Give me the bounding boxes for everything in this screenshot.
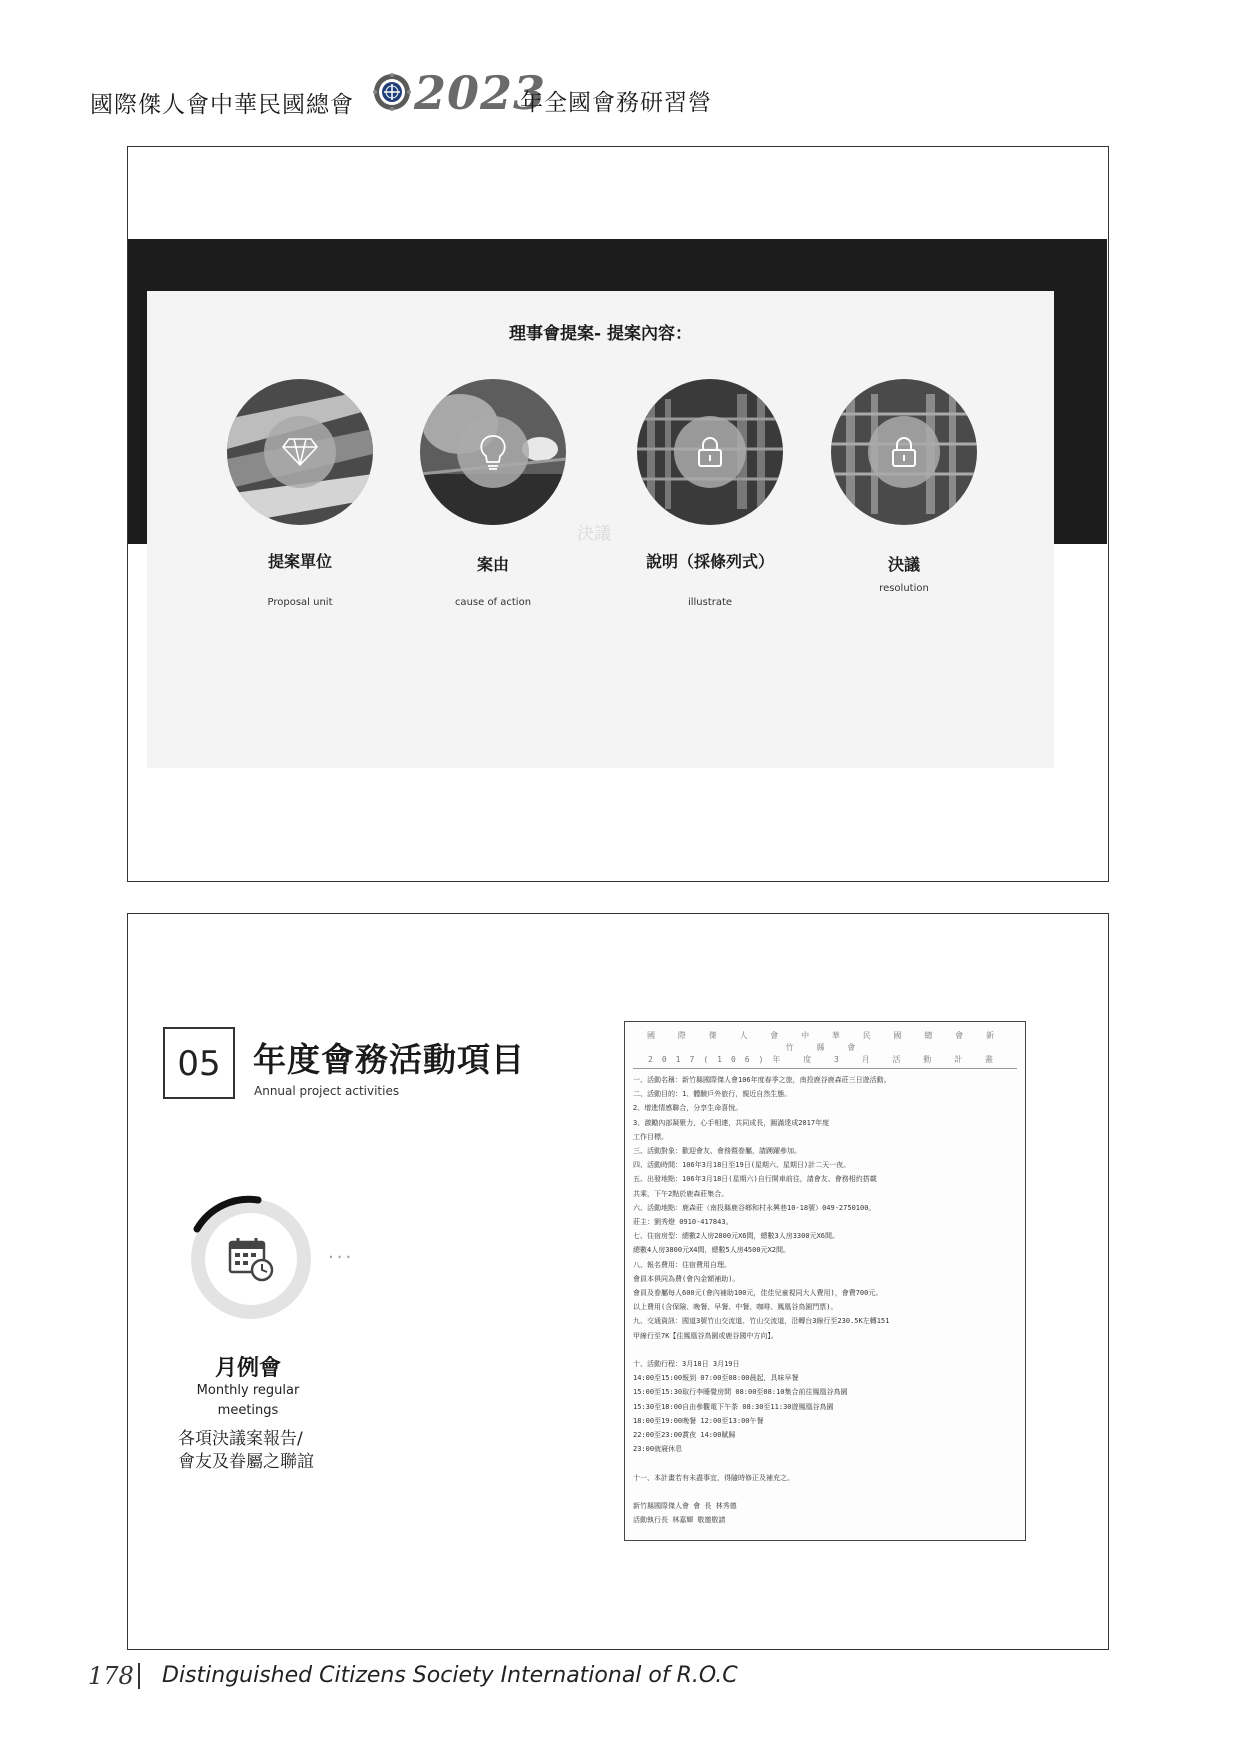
- document-line: 工作目標。: [633, 1132, 668, 1141]
- section-subtitle: Annual project activities: [254, 1084, 400, 1098]
- document-line: 莊主：劉秀燈 0910-417843。: [633, 1218, 733, 1227]
- document-line: 3、激勵內部凝聚力，心手相連，共同成長，圓滿達成2017年度: [633, 1118, 830, 1127]
- document-body: [633, 1073, 1017, 1528]
- document-line: 七、住宿房型：總數2人房2800元X6間，總數3人房3300元X6間。: [633, 1232, 840, 1241]
- document-line: 九、交通資訊：國道3號竹山交流道、竹山交流道，沿轉台3線行至230.5K左轉151: [633, 1317, 890, 1326]
- section-title: 年度會務活動項目: [253, 1040, 525, 1079]
- document-line: 四、活動時間：106年3月18日至19日(星期六、星期日)計二天一夜。: [633, 1161, 851, 1170]
- document-line: 三、活動對象：歡迎會友、會務暨眷屬，請踴躍參加。: [633, 1147, 801, 1156]
- document-line: 14:00至15:00報到 07:00至08:00晨起，具味早餐: [633, 1374, 799, 1383]
- document-line: 會員及眷屬每人600元(會內補助100元，佳佳兒童視同大人費用)，會費700元。: [633, 1289, 883, 1298]
- document-line: 以上費用(含保險、晚餐、早餐、中餐、咖啡、鳳凰谷鳥園門票)。: [633, 1303, 838, 1312]
- document-line: [633, 1456, 1017, 1470]
- document-line: 2、增進情感聯合，分享生命喜悅。: [633, 1104, 743, 1113]
- diamond-icon: [264, 416, 336, 488]
- header-year: 2023: [414, 66, 547, 120]
- page-number: 178: [88, 1662, 134, 1690]
- header-event-title: 年全國會務研習營: [520, 90, 712, 116]
- document-rule: [633, 1068, 1017, 1069]
- item-description: [178, 1428, 358, 1474]
- document-line: 22:00至23:00賞夜 14:00賦歸: [633, 1431, 736, 1440]
- column-label-illustrate: 說明（採條列式）: [645, 552, 774, 571]
- document-line: 新竹縣國際傑人會 會 長 林秀德: [633, 1502, 737, 1511]
- document-line: 二、活動目的：1、體驗戶外旅行，親近自然生態。: [633, 1090, 792, 1099]
- lock-icon: [674, 416, 746, 488]
- document-line: [633, 1485, 1017, 1499]
- document-line: 共乘，下午2點於鹿森莊集合。: [633, 1189, 729, 1198]
- item-title: 月例會: [214, 1356, 281, 1381]
- calendar-clock-icon: [226, 1234, 276, 1284]
- document-line: 十、活動行程：3月18日 3月19日: [633, 1360, 740, 1369]
- document-line: 23:00就寢休息: [633, 1445, 683, 1454]
- footer-org-name: Distinguished Citizens Society International of R.O.C: [162, 1663, 738, 1688]
- column-sub-illustrate: illustrate: [687, 597, 733, 608]
- item-description-line1: 各項決議案報告/: [178, 1429, 303, 1449]
- item-english: [168, 1381, 328, 1421]
- column-label-resolution: 決議: [887, 555, 920, 574]
- document-line: 十一、本計畫若有未盡事宜，得隨時修正及補充之。: [633, 1473, 794, 1482]
- document-line: 六、活動地點：鹿森莊（南投縣鹿谷鄉和村永興巷10-18號）049-2750100。: [633, 1203, 876, 1212]
- column-sub-cause-of-action: cause of action: [454, 597, 532, 608]
- document-line: 18:00至19:00晚餐 12:00至13:00午餐: [633, 1416, 764, 1425]
- document-line: 活動執行長 林嘉輝 敬邀敬請: [633, 1516, 726, 1525]
- ghost-label: 決議: [577, 524, 611, 544]
- item-description-line2: 會友及眷屬之聯誼: [178, 1452, 314, 1472]
- column-label-proposal-unit: 提案單位: [267, 552, 332, 571]
- item-english-line2: meetings: [217, 1403, 279, 1418]
- photo-circle-cause-of-action: [420, 379, 566, 525]
- document-line: 15:00至15:30取行李睡覺房間 08:00至08:10集合前往鳳凰谷鳥園: [633, 1388, 848, 1397]
- document-line: 15:30至18:00自由參觀電下午茶 08:30至11:30遊鳳凰谷鳥園: [633, 1402, 834, 1411]
- photo-circle-illustrate: [637, 379, 783, 525]
- ellipsis-dots: ...: [328, 1242, 355, 1263]
- document-line: 總數4人房3800元X4間，總數5人房4500元X2間。: [633, 1246, 791, 1255]
- lightbulb-icon: [457, 416, 529, 488]
- slide-proposal-content: [127, 146, 1109, 882]
- section-number: 05: [163, 1027, 235, 1099]
- document-heading-2: 2017(106)年 度 3 月 活 動 計 畫: [648, 1055, 1002, 1064]
- activity-plan-document: [624, 1021, 1026, 1541]
- photo-circle-resolution: [831, 379, 977, 525]
- document-line: 甲線行至7K【往鳳凰谷鳥園或鹿谷國中方向】。: [633, 1331, 778, 1340]
- item-english-line1: Monthly regular: [196, 1383, 300, 1398]
- dcsi-logo-icon: [372, 72, 412, 112]
- document-line: 五、出發地點：106年3月18日(星期六)自行開車前往，請會友、會務相約搭載: [633, 1175, 877, 1184]
- document-heading-1: 國 際 傑 人 會 中 華 民 國 總 會 新 竹 縣 會: [647, 1031, 1003, 1052]
- lock-icon: [868, 416, 940, 488]
- proposal-card: [147, 291, 1054, 768]
- column-sub-resolution: resolution: [879, 583, 929, 594]
- photo-circle-proposal-unit: [227, 379, 373, 525]
- column-sub-proposal-unit: Proposal unit: [267, 597, 333, 608]
- document-line: 八、報名費用：住宿費用自理。: [633, 1260, 731, 1269]
- header-org-name: 國際傑人會中華民國總會: [90, 92, 354, 118]
- document-line: 會員本俱同為費(會內金額補助)。: [633, 1274, 740, 1283]
- progress-ring: [186, 1194, 316, 1324]
- footer-divider: [138, 1663, 140, 1689]
- column-label-cause-of-action: 案由: [476, 555, 509, 574]
- document-line: 一、活動名稱：新竹縣國際傑人會106年度春季之旅，南投鹿谷鹿森莊三日遊活動。: [633, 1076, 891, 1084]
- document-line: [633, 1343, 1017, 1357]
- slide-title: 理事會提案- 提案內容：: [509, 324, 692, 344]
- slide-annual-activities: [127, 913, 1109, 1650]
